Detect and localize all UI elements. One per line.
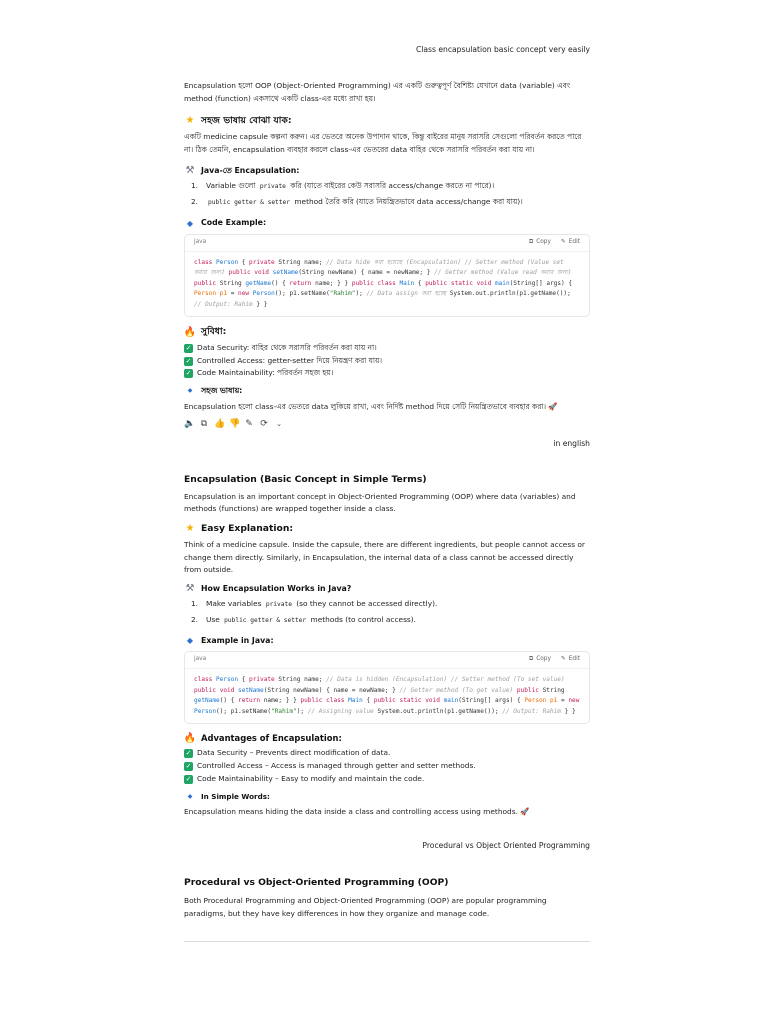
copy-button[interactable] <box>529 238 551 247</box>
code-token: public <box>194 279 217 287</box>
assistant-answer-procedural <box>184 876 590 941</box>
code-token: public <box>300 697 323 705</box>
list-text: (so they cannot be accessed directly). <box>296 599 438 609</box>
code-token: Person <box>216 258 239 266</box>
user-message: in english <box>553 438 590 448</box>
divider <box>184 941 590 942</box>
intro-paragraph: Encapsulation is an important concept in Object-Oriented Programming (OOP) where data (variables) and methods (functions) are wrapped together inside a class. <box>184 491 576 514</box>
heading-text: In Simple Words: <box>201 791 270 801</box>
ordered-list <box>184 180 590 208</box>
fire-icon: 🔥 <box>183 732 197 744</box>
code-token: p1.setName( <box>289 290 330 298</box>
list-number: 1. <box>190 599 198 609</box>
inline-code: private <box>265 601 292 609</box>
response-toolbar <box>184 417 590 431</box>
section-heading <box>184 385 590 397</box>
code-token: Person <box>216 676 239 684</box>
check-icon: ✓ <box>185 762 192 770</box>
code-token: (); <box>274 290 286 298</box>
list-text: Make variables <box>206 599 262 609</box>
list-item <box>184 747 590 760</box>
heading-text: সহজ ভাষায়: <box>201 386 243 396</box>
diamond-icon: ◆ <box>186 218 194 228</box>
code-token: Person p1 <box>524 697 558 705</box>
thumbs-down-icon[interactable]: 👎 <box>229 419 241 430</box>
copy-button[interactable] <box>529 655 551 664</box>
regenerate-icon[interactable]: ⟳ <box>260 419 268 430</box>
code-token: = <box>561 697 565 705</box>
copy-icon: ⧉ <box>529 656 534 663</box>
code-token: void <box>425 697 440 705</box>
list-item <box>184 367 590 380</box>
code-language-label: java <box>194 656 207 663</box>
chevron-down-icon[interactable]: ⌄ <box>276 419 282 428</box>
code-token: (); <box>216 707 228 715</box>
section-heading <box>184 165 590 177</box>
code-token: getName <box>194 697 220 705</box>
code-token: Person <box>252 290 275 298</box>
list-text: Variable গুলো <box>206 181 256 191</box>
code-token: new <box>238 290 250 298</box>
code-comment: // Getter method (To get value) <box>399 686 514 694</box>
code-comment: // Assigning value <box>307 707 374 715</box>
code-token: public <box>351 279 374 287</box>
heading-text: How Encapsulation Works in Java? <box>201 584 352 593</box>
code-token: main <box>494 279 510 287</box>
code-comment: // Setter method (To set value) <box>450 676 565 684</box>
code-token: name; <box>304 676 323 684</box>
code-token: ); <box>296 707 305 715</box>
list-number: 2. <box>190 615 198 625</box>
code-token: Main <box>399 279 415 287</box>
code-token: public <box>228 269 251 277</box>
heading-text: Example in Java: <box>201 635 274 645</box>
list-number: 2. <box>190 196 198 206</box>
list-text: করি (যাতে বাইরের কেউ সরাসরি access/change করতে না পারে)। <box>290 181 495 191</box>
code-token: String <box>542 686 565 694</box>
assistant-answer-english <box>184 473 590 818</box>
code-header <box>185 652 589 669</box>
conversation <box>184 40 590 942</box>
section-heading <box>184 217 590 229</box>
code-token: Person <box>194 707 217 715</box>
code-token: name; } } <box>263 697 297 705</box>
code-token: public <box>194 686 217 694</box>
edit-button[interactable] <box>561 655 580 664</box>
code-comment: // Data hide করা হয়েছে (Encapsulation) <box>326 258 461 266</box>
easy-paragraph: Think of a medicine capsule. Inside the capsule, there are different ingredients, but people cannot access or change them directly. Similarly, in Encapsulation, the internal data of a class cannot be accessed directly from outside. <box>184 539 585 575</box>
code-token: name; } } <box>315 279 349 287</box>
section-heading <box>184 325 590 340</box>
section-heading <box>184 114 590 129</box>
code-block <box>184 234 590 317</box>
code-comment: // Data is hidden (Encapsulation) <box>326 676 448 684</box>
intro-paragraph: Encapsulation হলো OOP (Object-Oriented Programming) এর একটি গুরুত্বপূর্ণ বৈশিষ্ট্য যেখানে data (variable) এবং method (function) একসাথে একটি class-এর মধ্যে রাখা হয়। <box>184 81 571 103</box>
code-token: new <box>568 697 580 705</box>
check-icon: ✓ <box>185 369 192 378</box>
edit-icon: ✎ <box>560 239 566 246</box>
code-token: class <box>194 676 213 684</box>
code-token: void <box>254 269 269 277</box>
list-item <box>184 760 590 773</box>
heading-text: Procedural vs Object-Oriented Programming (OOP) <box>184 877 449 889</box>
inline-code: public getter & setter <box>208 198 290 206</box>
code-token: void <box>219 686 235 694</box>
list-text: Controlled Access – Access is managed through getter and setter methods. <box>197 761 476 771</box>
simple-paragraph: Encapsulation means hiding the data inside a class and controlling access using methods. 🚀 <box>184 806 530 816</box>
code-token: (String[] args) { <box>509 279 573 287</box>
code-token: public <box>373 697 396 705</box>
list-item <box>190 598 590 611</box>
code-token: class <box>194 258 213 266</box>
code-token: (String newName) { name = newName; } <box>263 686 396 694</box>
code-token: private <box>249 676 275 684</box>
edit-button[interactable] <box>561 238 580 247</box>
fire-icon: 🔥 <box>183 326 197 338</box>
code-token: } } <box>564 707 576 715</box>
check-icon: ✓ <box>185 774 192 783</box>
code-body: class Person { private String name; // Data is hidden (Encapsulation) // Setter method (To set value) public void setName(String newName) { name = newName; } // Getter method (To get value) public String getName() { return name; } } public class Main { public static void main(String[] args) { Person p1 = new Person(); p1.setName("Rahim"); // Assigning value System.out.println(p1.getName()); // Output: Rahim } } <box>194 676 580 715</box>
code-token: setName <box>272 269 299 277</box>
easy-paragraph: একটি medicine capsule কল্পনা করুন। এর ভেতরে অনেক উপাদান থাকে, কিন্তু বাইরের মানুষ সরাসরি সেগুলো পরিবর্তন করতে পারে না। ঠিক তেমনি, encapsulation ব্যবহার করলে class-এর ভেতরের data বাহির থেকে সরাসরি পরিবর্তন করা যায় না। <box>184 132 582 155</box>
code-token: String <box>278 258 301 266</box>
copy-icon: ⧉ <box>529 239 534 246</box>
list-text: Code Maintainability – Easy to modify and maintain the code. <box>197 773 425 783</box>
assistant-answer-bangla <box>184 80 590 432</box>
code-token: static <box>450 279 473 287</box>
user-message: Class encapsulation basic concept very easily <box>415 45 590 54</box>
section-heading <box>184 583 590 595</box>
list-text: method তৈরি করি (যাতে নিয়ন্ত্রিতভাবে data access/change করা যায়)। <box>294 196 523 206</box>
code-token: setName <box>238 686 264 694</box>
heading-text: সহজ ভাষায় বোঝা যাক: <box>201 114 292 126</box>
code-token: return <box>238 697 261 705</box>
heading-text: Encapsulation (Basic Concept in Simple Terms) <box>184 473 427 485</box>
code-token: return <box>289 279 312 287</box>
simple-paragraph: Encapsulation হলো class-এর ভেতরে data লুকিয়ে রাখা, এবং নির্দিষ্ট method দিয়ে সেটি নিয়ন্ত্রিতভাবে ব্যবহার করা। 🚀 <box>184 401 558 411</box>
tools-icon: ⚒ <box>185 165 195 177</box>
heading-text: Advantages of Encapsulation: <box>201 732 342 743</box>
thumbs-up-icon[interactable]: 👍 <box>214 419 226 430</box>
section-heading <box>184 635 590 647</box>
check-icon: ✓ <box>185 749 192 758</box>
list-item <box>190 196 590 209</box>
heading-text: Code Example: <box>201 218 267 228</box>
star-icon: ★ <box>185 114 195 126</box>
code-token: class <box>326 697 345 705</box>
code-token: () { <box>219 697 235 705</box>
heading-text: সুবিধা: <box>201 326 227 338</box>
speaker-icon[interactable]: 🔈 <box>184 419 196 430</box>
code-token: private <box>249 258 275 266</box>
heading-text: Easy Explanation: <box>201 523 294 535</box>
code-token: p1.setName( <box>230 707 272 715</box>
edit-icon: ✎ <box>560 656 566 663</box>
user-message: Procedural vs Object Oriented Programming <box>422 841 590 851</box>
inline-code: public getter & setter <box>224 617 307 625</box>
check-icon: ✓ <box>185 356 192 365</box>
code-token: public <box>425 279 448 287</box>
answer-title <box>184 473 590 488</box>
edit-label: Edit <box>568 239 580 246</box>
code-comment: // Getter method (Value read করার জন্য) <box>434 269 572 277</box>
code-token: String <box>278 676 301 684</box>
code-comment: // Data assign করা হচ্ছে <box>366 290 447 298</box>
code-comment: // Setter method (Value set করার জন্য) <box>194 258 568 277</box>
diamond-icon: ◆ <box>187 387 193 395</box>
advantages-list <box>184 747 590 785</box>
list-item <box>190 614 590 627</box>
inline-code: private <box>259 183 286 191</box>
code-token: () { <box>271 279 286 287</box>
code-token: = <box>230 290 235 298</box>
code-token: (String[] args) { <box>458 697 521 705</box>
copy-icon[interactable]: ⧉ <box>200 419 208 430</box>
code-token: } } <box>256 300 268 308</box>
code-token: getName <box>245 279 272 287</box>
list-item <box>184 342 590 355</box>
code-language-label: java <box>194 239 207 246</box>
heading-text: Java-তে Encapsulation: <box>201 165 300 175</box>
list-text: Controlled Access: getter-setter দিয়ে নিয়ন্ত্রণ করা যায়। <box>197 355 383 365</box>
tools-icon: ⚒ <box>185 583 195 595</box>
code-token: "Rahim" <box>329 290 356 298</box>
code-token: name; <box>304 258 323 266</box>
ordered-list <box>184 598 590 626</box>
code-token: main <box>443 697 459 705</box>
code-comment: // Output: Rahim <box>502 707 561 715</box>
code-token: void <box>476 279 492 287</box>
advantages-list <box>184 342 590 380</box>
code-token: System.out.println(p1.getName()); <box>377 707 499 715</box>
code-token: public <box>516 686 539 694</box>
copy-label: Copy <box>536 656 551 663</box>
code-block <box>184 651 590 724</box>
list-text: Code Maintainability: পরিবর্তন সহজ হয়। <box>197 368 334 378</box>
edit-icon[interactable]: ✎ <box>245 419 253 430</box>
code-token: String <box>219 279 242 287</box>
star-icon: ★ <box>185 523 195 535</box>
code-header <box>185 235 589 252</box>
code-token: "Rahim" <box>271 707 297 715</box>
answer-title <box>184 876 590 891</box>
section-heading <box>184 522 590 537</box>
code-comment: // Output: Rahim <box>194 300 253 308</box>
list-item <box>184 355 590 368</box>
list-text: methods (to control access). <box>310 615 416 625</box>
list-text: Data Security: বাহির থেকে সরাসরি পরিবর্তন করা যায় না। <box>197 342 377 352</box>
code-token: class <box>377 279 396 287</box>
diamond-icon: ◆ <box>187 792 193 800</box>
edit-label: Edit <box>568 656 580 663</box>
check-icon: ✓ <box>185 343 192 352</box>
code-body: class Person { private String name; // Data hide করা হয়েছে (Encapsulation) // Setter method (Value set করার জন্য) public void setName(String newName) { name = newName; } // Getter method (Value read করার জন্য) public String getName() { return name; } } public class Main { public static void main(String[] args) { Person p1 = new Person(); p1.setName("Rahim"); // Data assign করা হচ্ছে System.out.println(p1.getName()); // Output: Rahim } } <box>194 258 573 308</box>
section-heading <box>184 732 590 745</box>
list-item <box>184 773 590 786</box>
copy-label: Copy <box>536 239 551 246</box>
list-text: Use <box>206 615 220 625</box>
code-token: System.out.println(p1.getName()); <box>449 290 571 298</box>
code-token: Person p1 <box>194 290 228 298</box>
code-token: static <box>399 697 422 705</box>
code-token: ); <box>355 290 363 298</box>
list-number: 1. <box>190 181 198 191</box>
code-token: (String newName) { name = newName; } <box>298 269 431 277</box>
section-heading <box>184 791 590 803</box>
code-token: Main <box>348 697 363 705</box>
diamond-icon: ◆ <box>186 635 194 645</box>
list-text: Data Security – Prevents direct modification of data. <box>197 748 391 758</box>
list-item <box>190 180 590 193</box>
intro-paragraph: Both Procedural Programming and Object-Oriented Programming (OOP) are popular programming paradigms, but they have key differences in how they organize and manage code. <box>184 896 547 918</box>
